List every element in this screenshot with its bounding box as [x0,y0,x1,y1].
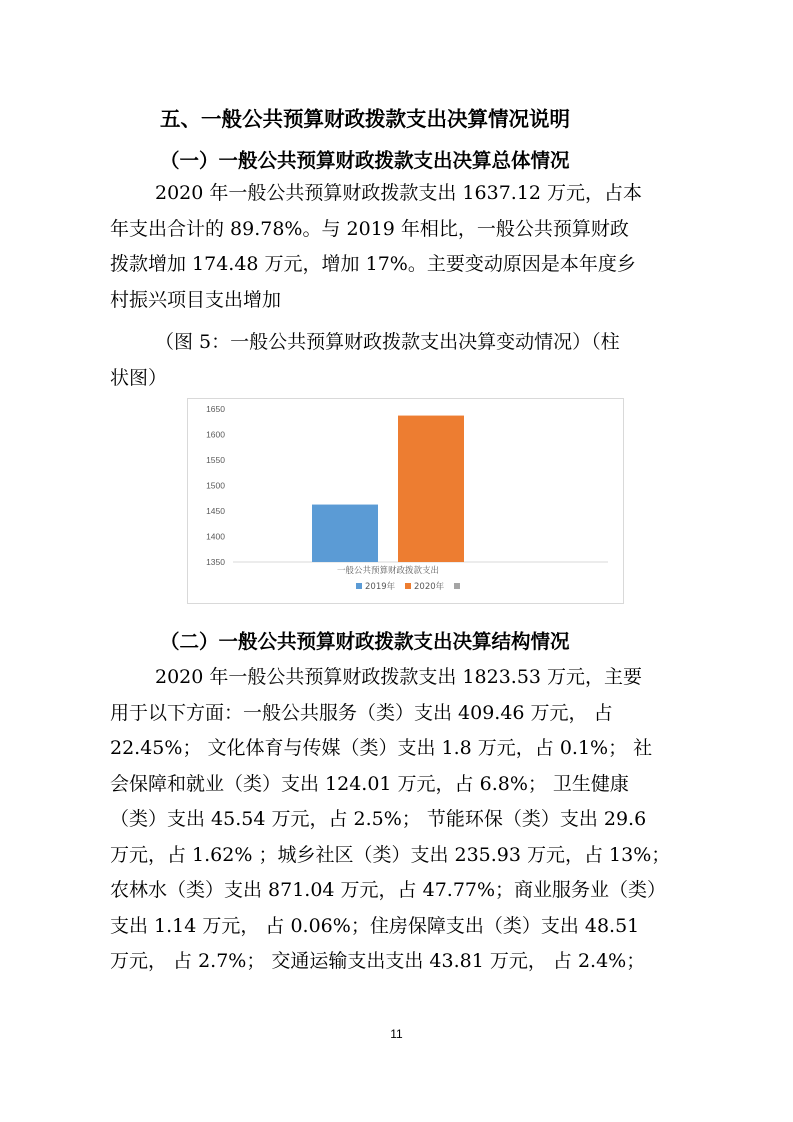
bar-chart [187,398,624,604]
text-line: 2020 年一般公共预算财政拨款支出 1637.12 万元，占本 [155,182,643,204]
subsection-2-text [110,660,682,980]
text-line: 支出 1.14 万元， 占 0.06%；住房保障支出（类）支出 48.51 [110,914,640,937]
x-category-label: 一般公共预算财政拨款支出 [336,566,440,576]
legend-swatch [405,583,411,589]
y-tick-label: 1550 [206,455,225,465]
y-tick-label: 1600 [206,429,225,440]
subsection-2-heading: （二）一般公共预算财政拨款支出决算结构情况 [160,630,570,653]
section-title: 五、一般公共预算财政拨款支出决算情况说明 [160,107,570,131]
y-tick-label: 1650 [206,404,225,414]
text-line: （类）支出 45.54 万元，占 2.5%； 节能环保（类）支出 29.6 [110,808,647,830]
text-line: 2020 年一般公共预算财政拨款支出 1823.53 万元，主要 [155,666,643,688]
text-line: 会保障和就业（类）支出 124.01 万元，占 6.8%； 卫生健康 [110,772,629,795]
y-tick-label: 1400 [206,531,225,542]
text-line: 农林水（类）支出 871.04 万元，占 47.77%；商业服务业（类） [110,879,667,901]
y-tick-label: 1450 [206,506,225,516]
text-line: 用于以下方面：一般公共服务（类）支出 409.46 万元， 占 [110,701,613,724]
caption-line: （图 5：一般公共预算财政拨款支出决算变动情况）（柱 [155,331,620,353]
y-tick-label: 1500 [206,480,225,491]
caption-line: 状图） [110,366,168,389]
text-line: 拨款增加 174.48 万元，增加 17%。主要变动原因是本年度乡 [110,253,636,275]
legend-swatch [454,583,460,589]
legend-label: 2019年 [365,582,396,592]
legend-label: 2020年 [414,582,445,592]
bar-2 [398,416,464,562]
text-line: 万元， 占 2.7%； 交通运输支出支出 43.81 万元， 占 2.4%； [110,950,646,972]
figure-caption [110,325,682,396]
y-tick-label: 1350 [206,557,225,567]
text-line: 年支出合计的 89.78%。与 2019 年相比，一般公共预算财政 [110,217,629,240]
bar-chart-svg [188,399,623,603]
subsection-1-heading: （一）一般公共预算财政拨款支出决算总体情况 [160,149,570,172]
bar-1 [312,505,378,562]
subsection-1-text [110,176,682,318]
text-line: 村振兴项目支出增加 [110,288,282,311]
text-line: 万元，占 1.62% ；城乡社区（类）支出 235.93 万元，占 13%； [110,843,671,866]
legend-swatch [356,583,362,589]
page-number: 11 [390,1027,403,1041]
text-line: 22.45%； 文化体育与传媒（类）支出 1.8 万元，占 0.1%； 社 [110,737,653,759]
